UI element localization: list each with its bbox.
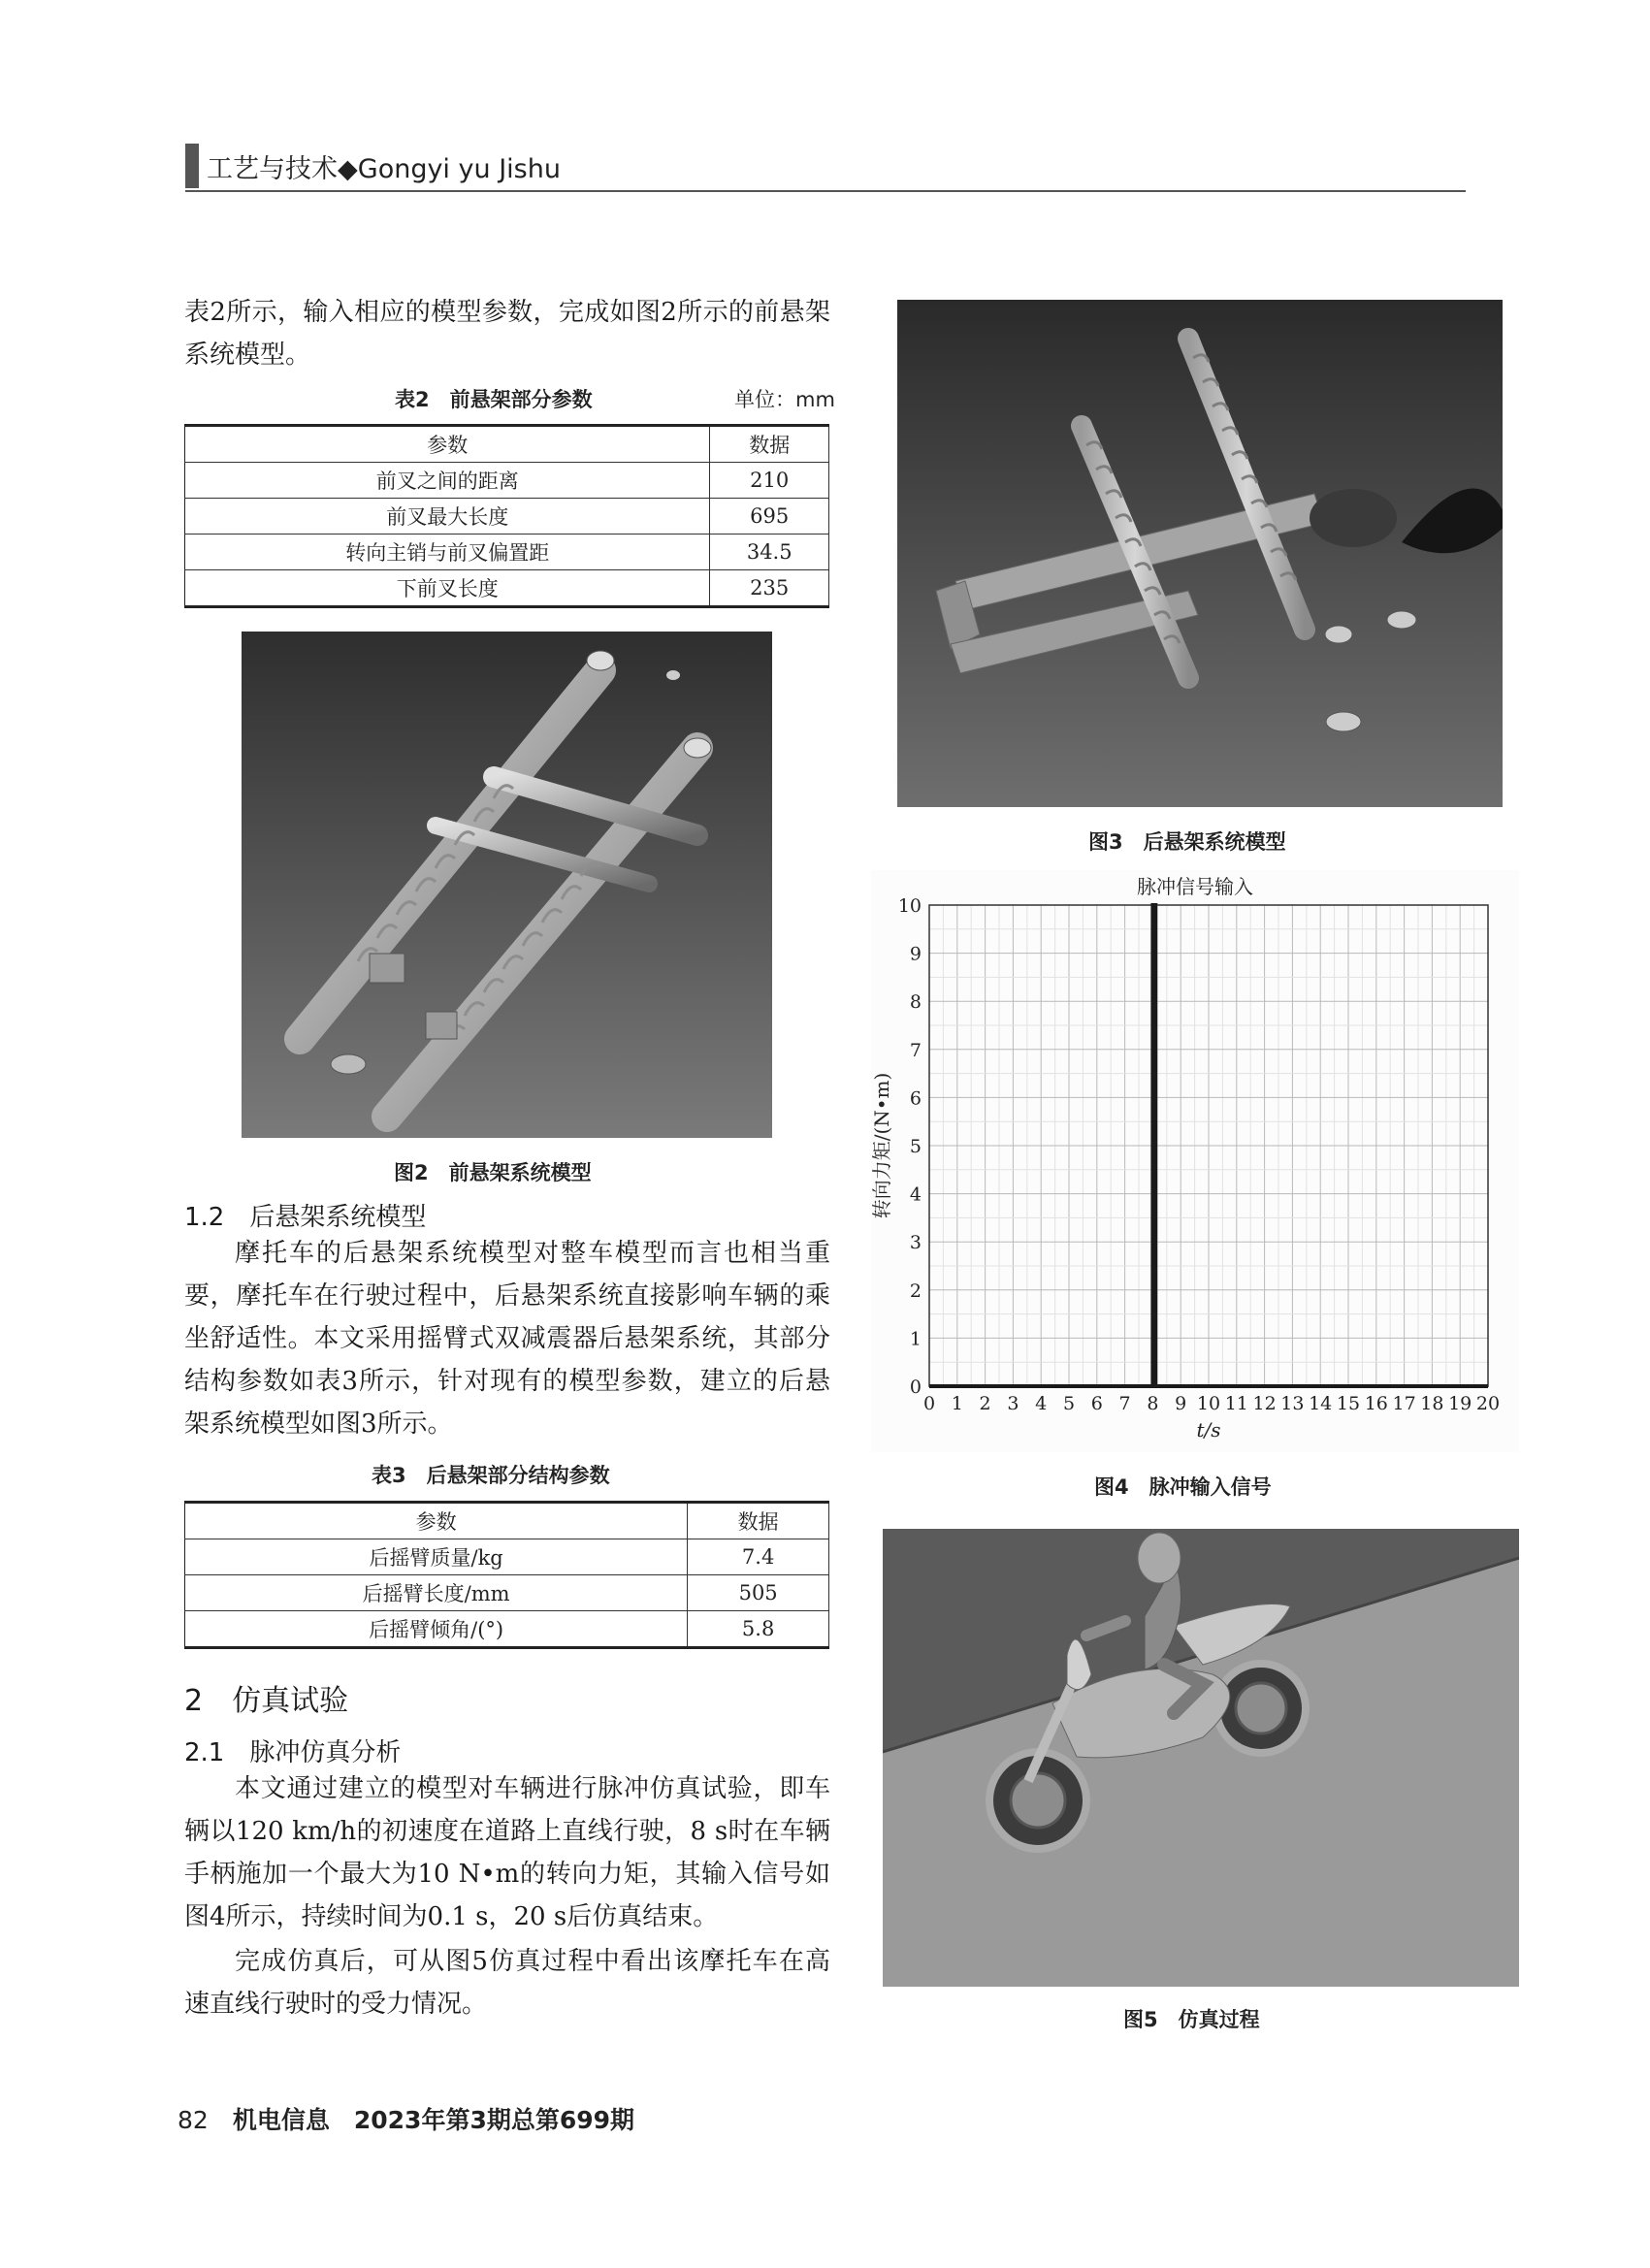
section-2-heading: 2 仿真试验	[184, 1684, 349, 1718]
figure2-front-suspension-image	[242, 632, 772, 1138]
y-tick-label: 1	[909, 1328, 922, 1350]
table-row	[185, 1611, 829, 1648]
figure3-rear-suspension-image	[897, 300, 1503, 807]
y-tick-label: 5	[909, 1136, 922, 1157]
table-cell: 505	[688, 1575, 829, 1611]
table-cell: 695	[710, 499, 829, 535]
table-row	[185, 535, 829, 570]
footer-page-number: 82	[178, 2106, 209, 2134]
figure3-caption: 图3 后悬架系统模型	[1088, 830, 1286, 854]
figure4-chart	[871, 870, 1519, 1452]
chart-x-ticks	[923, 1393, 1500, 1414]
x-tick-label: 16	[1364, 1393, 1388, 1414]
table-header-cell: 参数	[185, 426, 710, 463]
figure4-chart-svg	[871, 870, 1519, 1452]
table-cell: 前叉之间的距离	[185, 463, 710, 499]
table-cell: 7.4	[688, 1539, 829, 1575]
table-header-row	[185, 1503, 829, 1539]
section-2-1-heading: 2.1 脉冲仿真分析	[184, 1738, 402, 1767]
running-header	[207, 147, 561, 185]
table2-unit: 单位：mm	[734, 388, 835, 411]
chart-y-ticks	[898, 895, 922, 1398]
table-cell: 后摇臂倾角/(°)	[185, 1611, 688, 1648]
y-tick-label: 6	[909, 1087, 922, 1110]
footer-issue: 2023年第3期总第699期	[353, 2106, 635, 2134]
y-tick-label: 7	[909, 1039, 922, 1061]
table-row	[185, 1539, 829, 1575]
table-cell: 34.5	[710, 535, 829, 570]
table-cell: 235	[710, 570, 829, 607]
footer-journal-name: 机电信息	[232, 2106, 330, 2134]
table-cell: 下前叉长度	[185, 570, 710, 607]
figure2-caption: 图2 前悬架系统模型	[394, 1161, 592, 1184]
x-tick-label: 10	[1196, 1393, 1221, 1414]
x-tick-label: 20	[1475, 1393, 1501, 1414]
chart-title: 脉冲信号输入	[1137, 875, 1253, 898]
y-tick-label: 3	[909, 1232, 922, 1254]
table3	[184, 1501, 829, 1649]
chart-y-axis-label: 转向力矩/(N•m)	[871, 1072, 893, 1219]
table-header-cell: 数据	[710, 426, 829, 463]
x-tick-label: 6	[1090, 1393, 1103, 1414]
x-tick-label: 2	[979, 1393, 991, 1414]
table-row	[185, 1575, 829, 1611]
x-tick-label: 7	[1118, 1393, 1131, 1414]
header-rule	[185, 190, 1466, 192]
x-tick-label: 8	[1147, 1393, 1159, 1414]
table-row	[185, 463, 829, 499]
x-tick-label: 4	[1035, 1393, 1048, 1414]
figure5-render	[883, 1529, 1519, 1987]
header-section: 工艺与技术	[207, 154, 338, 184]
section-2-1-paragraph-a: 本文通过建立的模型对车辆进行脉冲仿真试验，即车辆以120 km/h的初速度在道路上直线行驶，8 s时在车辆手柄施加一个最大为10 N•m的转向力矩，其输入信号如图4所示，持续时间为0.1 s，20 s后仿真结束。	[184, 1774, 830, 1931]
x-tick-label: 12	[1252, 1393, 1277, 1414]
table-cell: 210	[710, 463, 829, 499]
x-tick-label: 3	[1007, 1393, 1019, 1414]
x-tick-label: 15	[1336, 1393, 1361, 1414]
x-tick-label: 19	[1448, 1393, 1472, 1414]
header-diamond: ◆	[338, 154, 358, 184]
y-tick-label: 2	[909, 1280, 922, 1302]
x-tick-label: 0	[922, 1393, 936, 1414]
y-tick-label: 10	[897, 895, 922, 917]
y-tick-label: 4	[909, 1183, 922, 1206]
y-tick-label: 8	[909, 991, 922, 1014]
chart-x-axis-label: t/s	[1196, 1418, 1221, 1442]
header-pinyin: Gongyi yu Jishu	[357, 154, 561, 184]
x-tick-label: 9	[1175, 1393, 1187, 1414]
table-cell: 5.8	[688, 1611, 829, 1648]
intro-paragraph: 表2所示，输入相应的模型参数，完成如图2所示的前悬架系统模型。	[184, 298, 830, 370]
table-cell: 转向主销与前叉偏置距	[185, 535, 710, 570]
table-header-cell: 参数	[185, 1503, 688, 1539]
page-footer	[178, 2101, 634, 2136]
y-tick-label: 0	[909, 1377, 922, 1398]
figure4-caption: 图4 脉冲输入信号	[1094, 1475, 1272, 1499]
x-tick-label: 1	[951, 1393, 963, 1414]
figure2-render	[242, 632, 772, 1138]
table-cell: 前叉最大长度	[185, 499, 710, 535]
x-tick-label: 5	[1062, 1393, 1076, 1414]
x-tick-label: 11	[1224, 1393, 1248, 1414]
table-header-row	[185, 426, 829, 463]
figure5-simulation-image	[883, 1529, 1519, 1987]
chart-grid	[929, 905, 1488, 1386]
x-tick-label: 18	[1420, 1393, 1444, 1414]
table-header-cell: 数据	[688, 1503, 829, 1539]
table-row	[185, 570, 829, 607]
section-2-1-paragraph-b: 完成仿真后，可从图5仿真过程中看出该摩托车在高速直线行驶时的受力情况。	[184, 1947, 830, 2019]
header-bar	[185, 144, 199, 188]
table-cell: 后摇臂长度/mm	[185, 1575, 688, 1611]
table-cell: 后摇臂质量/kg	[185, 1539, 688, 1575]
table2-caption: 表2 前悬架部分参数	[395, 388, 593, 411]
x-tick-label: 13	[1280, 1393, 1305, 1414]
table3-caption: 表3 后悬架部分结构参数	[372, 1464, 610, 1487]
figure5-caption: 图5 仿真过程	[1123, 2008, 1260, 2031]
x-tick-label: 14	[1309, 1393, 1333, 1414]
figure3-render	[897, 300, 1503, 807]
table-row	[185, 499, 829, 535]
section-1-2-paragraph: 摩托车的后悬架系统模型对整车模型而言也相当重要，摩托车在行驶过程中，后悬架系统直接影响车辆的乘坐舒适性。本文采用摇臂式双减震器后悬架系统，其部分结构参数如表3所示，针对现有的模型参数，建立的后悬架系统模型如图3所示。	[184, 1239, 830, 1439]
section-1-2-heading: 1.2 后悬架系统模型	[184, 1203, 427, 1232]
table2	[184, 424, 829, 608]
x-tick-label: 17	[1392, 1393, 1416, 1414]
y-tick-label: 9	[909, 943, 922, 965]
